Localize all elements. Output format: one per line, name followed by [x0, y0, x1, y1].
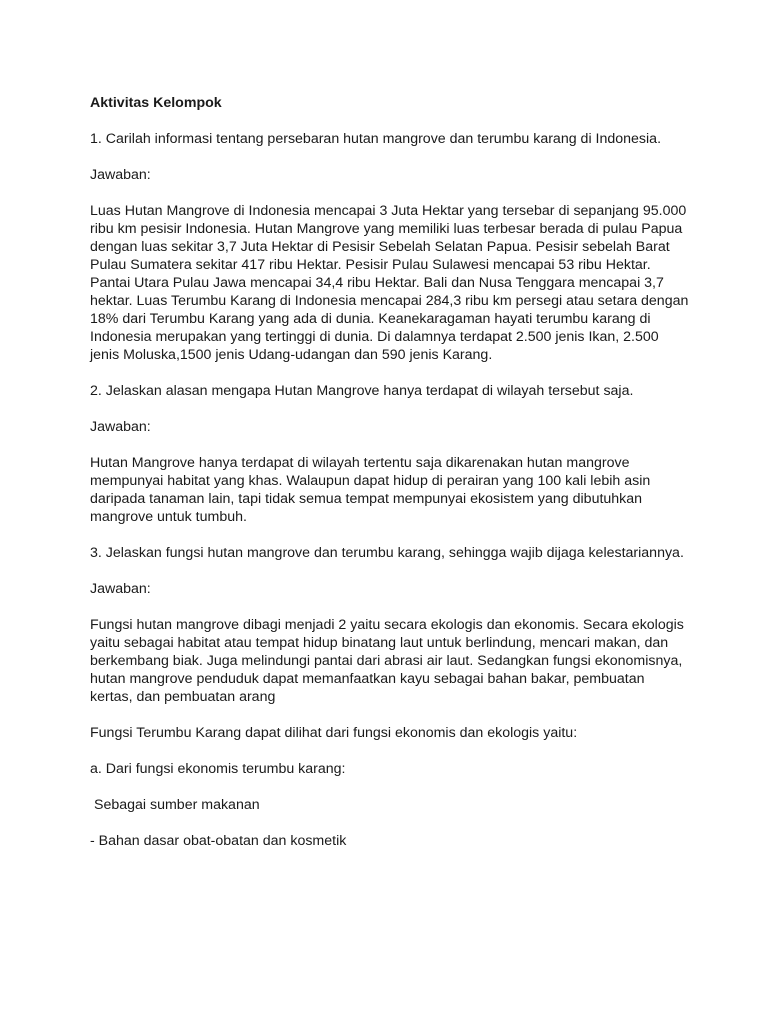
question-3: 3. Jelaskan fungsi hutan mangrove dan terumbu karang, sehingga wajib dijaga kelestariannya.: [90, 545, 684, 561]
document-title: Aktivitas Kelompok: [90, 95, 222, 111]
answer-1: Luas Hutan Mangrove di Indonesia mencapai 3 Juta Hektar yang tersebar di sepanjang 95.000 ribu km pesisir Indonesia. Hutan Mangrove yang memiliki luas terbesar berada di pulau Papua dengan luas sekitar 3,7 Juta Hektar di Pesisir Sebelah Selatan Papua. Pesisir sebelah Barat Pulau Sumatera sekitar 417 ribu Hektar. Pesisir Pulau Sulawesi mencapai 53 ribu Hektar. Pantai Utara Pulau Jawa mencapai 34,4 ribu Hektar. Bali dan Nusa Tenggara mencapai 3,7 hektar. Luas Terumbu Karang di Indonesia mencapai 284,3 ribu km persegi atau setara dengan 18% dari Terumbu Karang yang ada di dunia. Keanekaragaman hayati terumbu karang di Indonesia merupakan yang tertinggi di dunia. Di dalamnya terdapat 2.500 jenis Ikan, 2.500 jenis Moluska,1500 jenis Udang-udangan dan 590 jenis Karang.: [90, 203, 689, 363]
document-body: [90, 94, 690, 868]
answer-3-label: Jawaban:: [90, 581, 151, 597]
answer-2: Hutan Mangrove hanya terdapat di wilayah tertentu saja dikarenakan hutan mangrove mempunyai habitat yang khas. Walaupun dapat hidup di perairan yang 100 kali lebih asin daripada tanaman lain, tapi tidak semua tempat mempunyai ekosistem yang dibutuhkan mangrove untuk tumbuh.: [90, 455, 651, 525]
list-item-1: Sebagai sumber makanan: [94, 797, 260, 813]
answer-1-label: Jawaban:: [90, 167, 151, 183]
answer-3-paragraph-1: Fungsi hutan mangrove dibagi menjadi 2 yaitu secara ekologis dan ekonomis. Secara ekologis yaitu sebagai habitat atau tempat hidup binatang laut untuk berlindung, mencari makan, dan berkembang biak. Juga melindungi pantai dari abrasi air laut. Sedangkan fungsi ekonomisnya, hutan mangrove penduduk dapat memanfaatkan kayu sebagai bahan bakar, pembuatan kertas, dan pembuatan arang: [90, 617, 684, 705]
answer-2-label: Jawaban:: [90, 419, 151, 435]
list-item-2: - Bahan dasar obat-obatan dan kosmetik: [90, 833, 347, 849]
question-2: 2. Jelaskan alasan mengapa Hutan Mangrove hanya terdapat di wilayah tersebut saja.: [90, 383, 634, 399]
question-1: 1. Carilah informasi tentang persebaran hutan mangrove dan terumbu karang di Indonesia.: [90, 131, 662, 147]
answer-3-paragraph-2: Fungsi Terumbu Karang dapat dilihat dari fungsi ekonomis dan ekologis yaitu:: [90, 725, 578, 741]
answer-3-paragraph-3: a. Dari fungsi ekonomis terumbu karang:: [90, 761, 346, 777]
